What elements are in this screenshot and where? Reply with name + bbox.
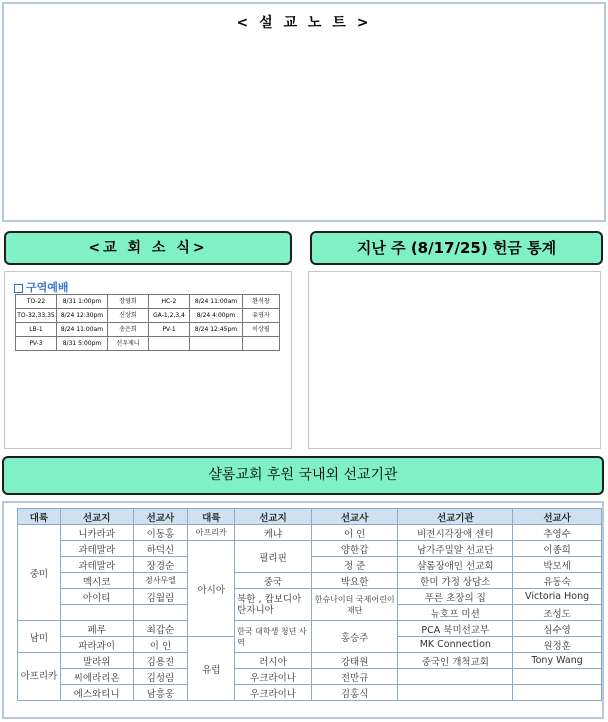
org-cell: 한미 가정 상담소	[398, 573, 513, 589]
missionary-cell: Tony Wang	[513, 653, 602, 669]
missionary-cell	[513, 685, 602, 701]
table-row	[18, 541, 602, 557]
header-org: 선교기관	[398, 509, 513, 525]
missionary-cell: 심수영	[513, 621, 602, 637]
table-row	[18, 653, 602, 669]
worship-cell: HC-2	[149, 295, 190, 309]
missionary-cell: 강태원	[311, 653, 398, 669]
org-cell: 비전시각장애 센터	[398, 525, 513, 541]
worship-cell	[190, 337, 243, 351]
table-row	[18, 685, 602, 701]
header-missionary-2: 선교사	[311, 509, 398, 525]
site-cell: 파라과이	[60, 637, 133, 653]
district-worship-label: 구역예배	[26, 281, 69, 294]
sermon-notes-title: < 설 교 노 트 >	[236, 15, 372, 31]
mission-header-row	[18, 509, 602, 525]
table-row	[18, 525, 602, 541]
missionary-cell: 김성림	[133, 669, 188, 685]
worship-cell	[243, 337, 280, 351]
org-cell: 샬롬장애인 선교회	[398, 557, 513, 573]
missionary-cell: 이동홍	[133, 525, 188, 541]
header-missionary: 선교사	[133, 509, 188, 525]
org-cell	[398, 669, 513, 685]
table-row	[18, 589, 602, 605]
worship-cell: 송은희	[108, 323, 149, 337]
site-cell: 러시아	[235, 653, 312, 669]
header-missionary-3: 선교사	[513, 509, 602, 525]
worship-cell: 8/24 12:30pm	[57, 309, 108, 323]
worship-cell: 장영희	[108, 295, 149, 309]
worship-cell: PV-3	[16, 337, 57, 351]
worship-cell: 8/31 1:00pm	[57, 295, 108, 309]
worship-cell: TO-32,33,35	[16, 309, 57, 323]
org-cell: 중국인 개척교회	[398, 653, 513, 669]
continent-cell: 아프리카	[18, 653, 61, 701]
missionary-cell: 남흥웅	[133, 685, 188, 701]
offering-stats-panel	[308, 271, 601, 449]
continent-cell: 아시아	[188, 541, 235, 637]
missionary-cell: 추영수	[513, 525, 602, 541]
checkbox-square-icon	[14, 284, 23, 293]
worship-cell: 완석창	[243, 295, 280, 309]
header-site: 선교지	[60, 509, 133, 525]
header-site-2: 선교지	[235, 509, 312, 525]
worship-cell: LB-1	[16, 323, 57, 337]
header-continent: 대륙	[18, 509, 61, 525]
church-news-header: <교 회 소 식>	[4, 231, 292, 265]
missionary-cell: 한슈나이더 국제어린이 재단	[311, 589, 398, 621]
worship-cell: 선우제니	[108, 337, 149, 351]
site-cell: 니카라과	[60, 525, 133, 541]
org-cell	[398, 685, 513, 701]
worship-cell: 신상희	[108, 309, 149, 323]
missionary-cell: 원정훈	[513, 637, 602, 653]
site-cell: 한국 대학생 청년 사역	[235, 621, 312, 653]
site-cell: 씨에라리온	[60, 669, 133, 685]
worship-cell: 유영자	[243, 309, 280, 323]
worship-cell: GA-1,2,3,4	[149, 309, 190, 323]
org-cell: MK Connection	[398, 637, 513, 653]
worship-cell	[149, 337, 190, 351]
district-worship-table	[15, 294, 280, 351]
missionary-cell	[513, 669, 602, 685]
missionary-cell: 박요한	[311, 573, 398, 589]
continent-cell: 중미	[18, 525, 61, 621]
missionary-cell: 이종희	[513, 541, 602, 557]
site-cell: 중국	[235, 573, 312, 589]
continent-cell: 유럽	[188, 637, 235, 701]
missionary-cell: 정 준	[311, 557, 398, 573]
site-cell: 필리핀	[235, 541, 312, 573]
worship-cell: 이상필	[243, 323, 280, 337]
mission-table	[17, 508, 602, 701]
sermon-notes-panel	[2, 2, 606, 222]
church-news-panel	[4, 271, 292, 449]
site-cell: 과테말라	[60, 541, 133, 557]
missionary-cell: 조성도	[513, 605, 602, 621]
missionary-cell: 전만규	[311, 669, 398, 685]
table-row	[18, 669, 602, 685]
site-cell: 페루	[60, 621, 133, 637]
site-cell: 아이티	[60, 589, 133, 605]
missionary-cell: Victoria Hong	[513, 589, 602, 605]
missionary-cell: 이 인	[133, 637, 188, 653]
missionary-cell: 하덕신	[133, 541, 188, 557]
org-cell: PCA 북미선교부	[398, 621, 513, 637]
missionary-cell: 정사무엘	[133, 573, 188, 589]
worship-cell: PV-1	[149, 323, 190, 337]
site-cell: 케냐	[235, 525, 312, 541]
site-cell: 북한 , 캄보디아 탄자니아	[235, 589, 312, 621]
worship-cell: 8/24 4:00pm	[190, 309, 243, 323]
worship-cell: 8/24 12:45pm	[190, 323, 243, 337]
site-cell	[60, 605, 133, 621]
table-row	[16, 309, 280, 323]
org-cell: 남가주밀알 선교단	[398, 541, 513, 557]
site-cell: 우크라이나	[235, 685, 312, 701]
missionary-cell: 홍승주	[311, 621, 398, 653]
table-row	[16, 337, 280, 351]
missionary-cell: 박모세	[513, 557, 602, 573]
missionary-cell: 김월림	[133, 589, 188, 605]
mission-panel	[2, 501, 604, 719]
site-cell: 과테말라	[60, 557, 133, 573]
table-row	[16, 323, 280, 337]
table-row	[16, 295, 280, 309]
missionary-cell: 김홍식	[311, 685, 398, 701]
missionary-cell: 양한갑	[311, 541, 398, 557]
worship-cell: 8/24 11:00am	[190, 295, 243, 309]
missionary-cell: 이 인	[311, 525, 398, 541]
org-cell: 푸른 초장의 집	[398, 589, 513, 605]
offering-stats-header: 지난 주 (8/17/25) 헌금 통계	[310, 231, 603, 265]
site-cell: 멕시코	[60, 573, 133, 589]
missionary-cell	[133, 605, 188, 621]
site-cell: 말라위	[60, 653, 133, 669]
district-worship-heading	[14, 279, 69, 295]
table-row	[18, 573, 602, 589]
mission-header: 샬롬교회 후원 국내외 선교기관	[2, 456, 604, 495]
missionary-cell: 김용진	[133, 653, 188, 669]
continent-cell: 남미	[18, 621, 61, 653]
site-cell: 우크라이나	[235, 669, 312, 685]
worship-cell: 8/24 11:00am	[57, 323, 108, 337]
worship-cell: 8/31 5:00pm	[57, 337, 108, 351]
site-cell: 에스와티니	[60, 685, 133, 701]
missionary-cell: 유동숙	[513, 573, 602, 589]
table-row	[18, 621, 602, 637]
missionary-cell: 장경순	[133, 557, 188, 573]
header-continent-2: 대륙	[188, 509, 235, 525]
worship-cell: TO-22	[16, 295, 57, 309]
continent-cell: 아프리카	[188, 525, 235, 541]
missionary-cell: 최갑순	[133, 621, 188, 637]
org-cell: 뉴호프 미션	[398, 605, 513, 621]
